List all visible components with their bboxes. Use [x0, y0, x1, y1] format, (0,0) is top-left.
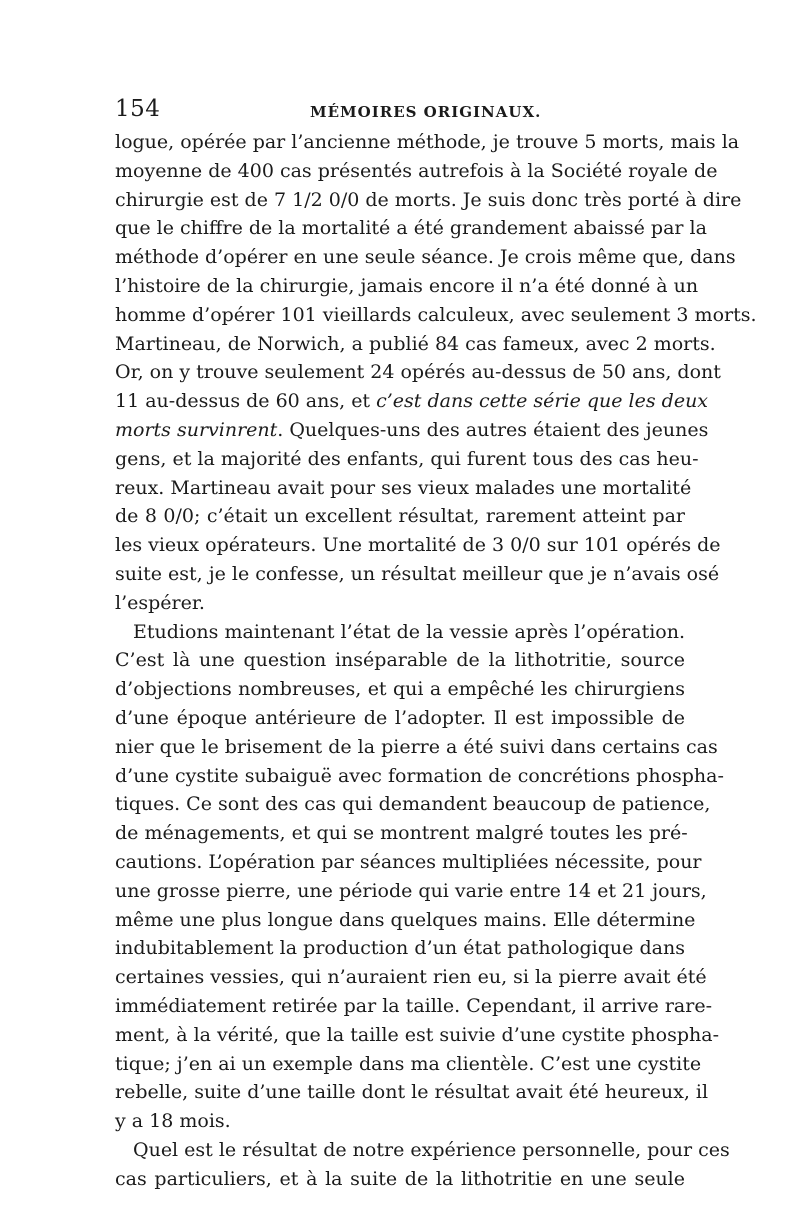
text-line: d’objections nombreuses, et qui a empêché les chirurgiens	[115, 678, 685, 701]
text-line: cas particuliers, et à la suite de la lithotritie en une seule	[115, 1167, 685, 1190]
text-line: tique; j’en ai un exemple dans ma clientèle. C’est une cystite	[115, 1052, 702, 1075]
text-line	[115, 416, 709, 445]
running-title: MÉMOIRES ORIGINAUX.	[310, 103, 542, 121]
text-line: Quel est le résultat de notre expérience personnelle, pour ces	[133, 1138, 730, 1161]
text-line: d’une cystite subaiguë avec formation de concrétions phospha-	[115, 764, 724, 787]
text-line: gens, et la majorité des enfants, qui furent tous des cas heu-	[115, 447, 699, 470]
text-line: Etudions maintenant l’état de la vessie après l’opération.	[133, 620, 685, 643]
text-line: même une plus longue dans quelques mains. Elle détermine	[115, 908, 696, 931]
text-line: une grosse pierre, une période qui varie entre 14 et 21 jours,	[115, 879, 707, 902]
text-line: moyenne de 400 cas présentés autrefois à la Société royale de	[115, 159, 718, 182]
text-line: méthode d’opérer en une seule séance. Je crois même que, dans	[115, 246, 736, 269]
text-line: rebelle, suite d’une taille dont le résultat avait été heureux, il	[115, 1081, 709, 1104]
text-line: nier que le brisement de la pierre a été suivi dans certains cas	[115, 735, 718, 758]
text-line	[115, 387, 709, 416]
italic-text-segment: morts survinrent	[115, 418, 278, 441]
text-line: de ménagements, et qui se montrent malgré toutes les pré-	[115, 822, 688, 845]
text-line: chirurgie est de 7 1/2 0/0 de morts. Je suis donc très porté à dire	[115, 188, 742, 211]
text-line: homme d’opérer 101 vieillards calculeux, avec seulement 3 morts.	[115, 303, 757, 326]
text-line: logue, opérée par l’ancienne méthode, je trouve 5 morts, mais la	[115, 131, 740, 153]
text-line: reux. Martineau avait pour ses vieux malades une mortalité	[115, 476, 692, 499]
running-head	[115, 96, 685, 126]
text-line: y a 18 mois.	[115, 1110, 231, 1133]
text-segment: . Quelques-uns des autres étaient des jeunes	[277, 418, 709, 441]
text-line: de 8 0/0; c’était un excellent résultat, rarement atteint par	[115, 505, 685, 528]
text-line: Or, on y trouve seulement 24 opérés au-dessus de 50 ans, dont	[115, 361, 721, 384]
text-line: ment, à la vérité, que la taille est suivie d’une cystite phospha-	[115, 1023, 720, 1046]
text-line: certaines vessies, qui n’auraient rien eu, si la pierre avait été	[115, 966, 707, 989]
text-line: immédiatement retirée par la taille. Cependant, il arrive rare-	[115, 994, 712, 1017]
text-line: les vieux opérateurs. Une mortalité de 3 0/0 sur 101 opérés de	[115, 534, 721, 557]
text-line: d’une époque antérieure de l’adopter. Il est impossible de	[115, 706, 685, 729]
body-text	[115, 128, 757, 1193]
text-line: suite est, je le confesse, un résultat meilleur que je n’avais osé	[115, 562, 720, 585]
text-line: l’histoire de la chirurgie, jamais encore il n’a été donné à un	[115, 274, 699, 297]
text-line: cautions. L’opération par séances multipliées nécessite, pour	[115, 850, 702, 873]
italic-text-segment: c’est dans cette série que les deux	[376, 390, 709, 413]
text-line: que le chiffre de la mortalité a été grandement abaissé par la	[115, 217, 707, 240]
text-line: tiques. Ce sont des cas qui demandent beaucoup de patience,	[115, 793, 711, 816]
text-segment: 11 au-dessus de 60 ans, et	[115, 390, 377, 413]
page-number: 154	[115, 96, 161, 122]
text-line: Martineau, de Norwich, a publié 84 cas fameux, avec 2 morts.	[115, 332, 716, 355]
text-line: indubitablement la production d’un état pathologique dans	[115, 937, 685, 960]
text-line: C’est là une question inséparable de la lithotritie, source	[115, 649, 685, 672]
text-line: l’espérer.	[115, 591, 205, 614]
